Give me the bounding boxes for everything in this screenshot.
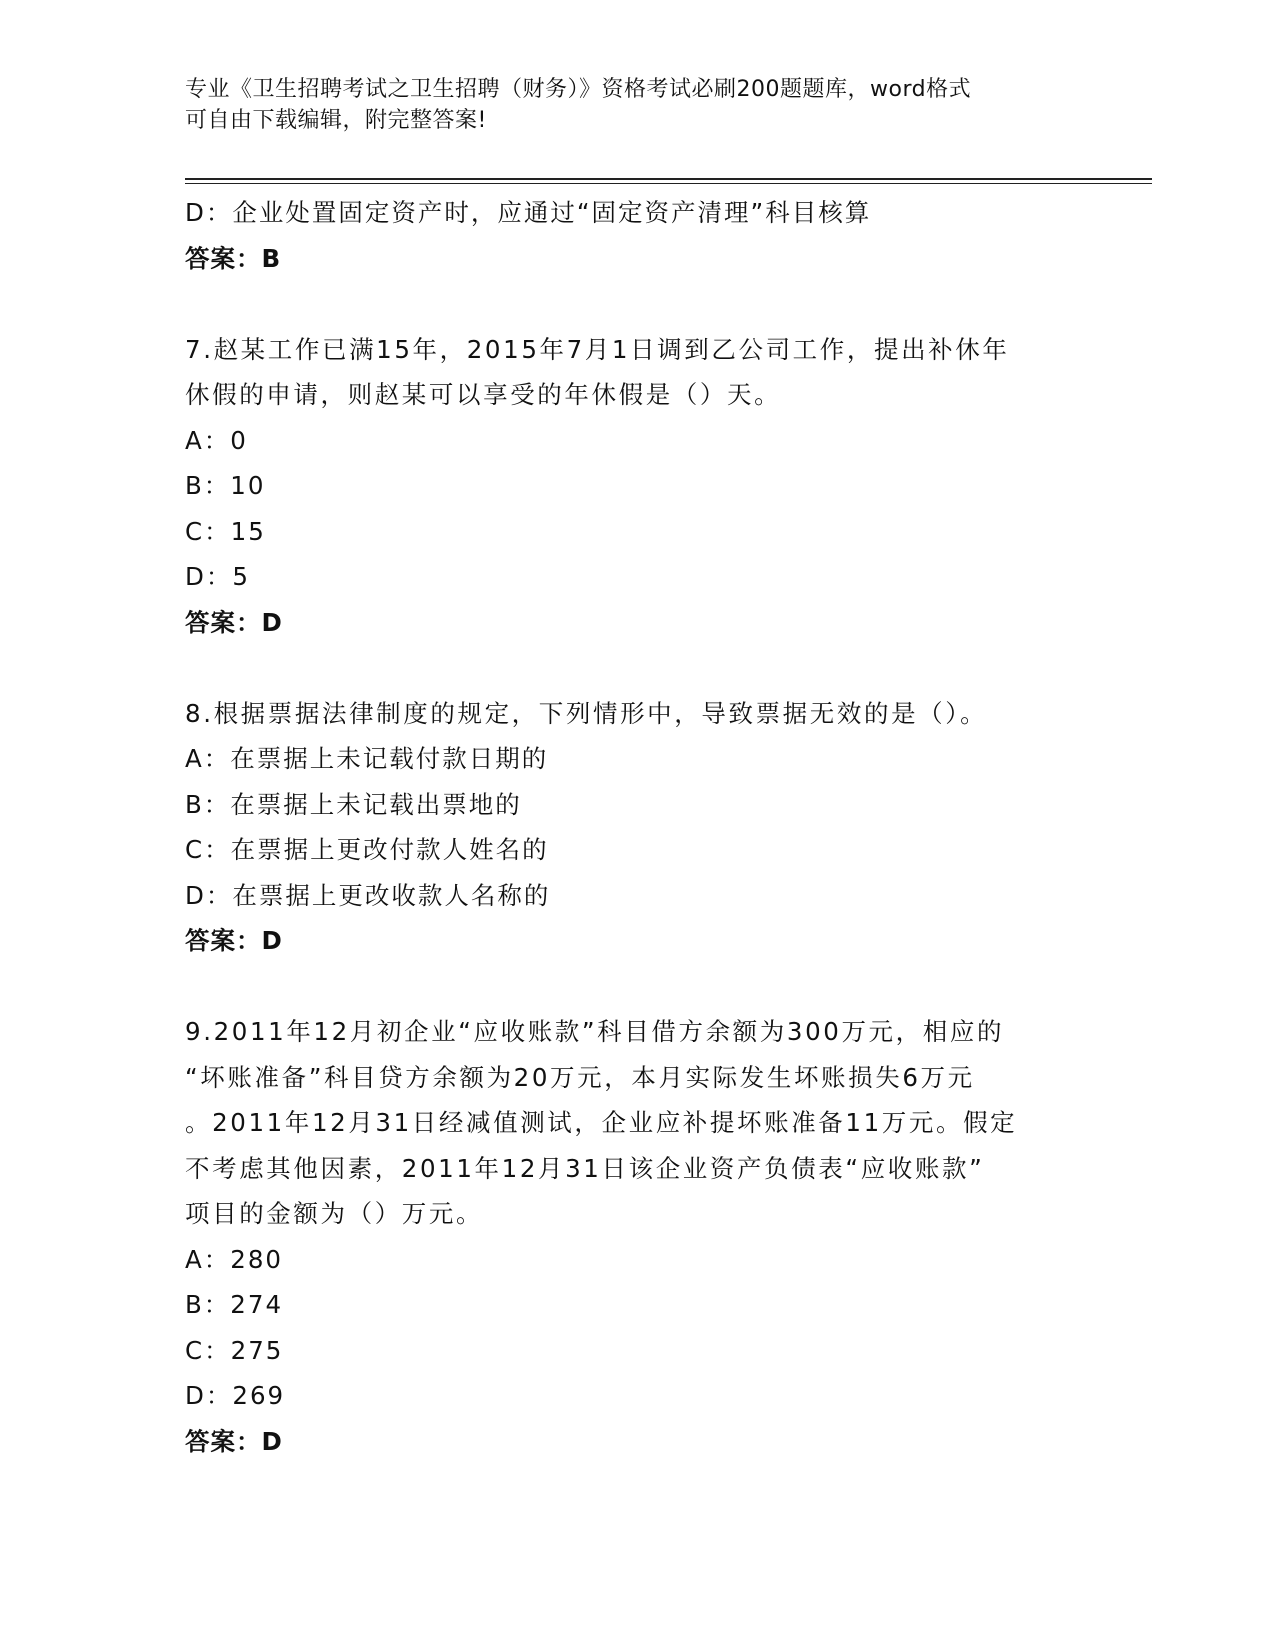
question-stem [185, 1009, 1085, 1237]
spacer [185, 645, 1085, 691]
option-c: C：15 [185, 516, 266, 546]
stem-line: 7.赵某工作已满15年，2015年7月1日调到乙公司工作，提出补休年 [185, 334, 1010, 364]
spacer [185, 281, 1085, 327]
question-7 [185, 327, 1085, 646]
header-line-1: 专业《卫生招聘考试之卫生招聘（财务）》资格考试必刷200题题库，word格式 [185, 77, 972, 102]
option-a: A：0 [185, 425, 248, 455]
option-b: B：在票据上未记载出票地的 [185, 789, 522, 819]
spacer [185, 964, 1085, 1010]
option-d: D：269 [185, 1381, 286, 1410]
question-6-tail [185, 190, 1085, 281]
answer: 答案：D [185, 1426, 283, 1456]
option-b: B：10 [185, 471, 266, 500]
question-content [185, 190, 1085, 1464]
header-rule-thick [185, 178, 1152, 180]
stem-line: 项目的金额为（）万元。 [185, 1199, 484, 1228]
stem-line: “坏账准备”科目贷方余额为20万元，本月实际发生坏账损失6万元 [185, 1062, 975, 1092]
option-c: C：在票据上更改付款人姓名的 [185, 835, 549, 864]
question-9 [185, 1009, 1085, 1464]
header-line-2: 可自由下载编辑，附完整答案! [185, 108, 487, 133]
option-d: D：5 [185, 562, 250, 591]
answer: 答案：B [185, 243, 282, 273]
option-a: A：在票据上未记载付款日期的 [185, 744, 549, 773]
question-stem [185, 691, 1085, 737]
page-header [185, 74, 1085, 136]
option-a: A：280 [185, 1244, 284, 1274]
question-stem [185, 327, 1085, 418]
stem-line: 休假的申请，则赵某可以享受的年休假是（）天。 [185, 380, 782, 409]
stem-line: 不考虑其他因素，2011年12月31日该企业资产负债表“应收账款” [185, 1153, 985, 1183]
answer: 答案：D [185, 607, 283, 637]
option-c: C：275 [185, 1335, 284, 1365]
answer: 答案：D [185, 926, 283, 955]
header-rule-thin [185, 183, 1152, 184]
option-b: B：274 [185, 1290, 284, 1319]
option-d: D：企业处置固定资产时，应通过“固定资产清理”科目核算 [185, 198, 872, 227]
option-d: D：在票据上更改收款人名称的 [185, 880, 551, 910]
stem-line: 8.根据票据法律制度的规定，下列情形中，导致票据无效的是（）。 [185, 698, 988, 728]
stem-line: 9.2011年12月初企业“应收账款”科目借方余额为300万元，相应的 [185, 1017, 1005, 1046]
question-8 [185, 691, 1085, 964]
stem-line: 。2011年12月31日经减值测试，企业应补提坏账准备11万元。假定 [185, 1108, 1018, 1137]
